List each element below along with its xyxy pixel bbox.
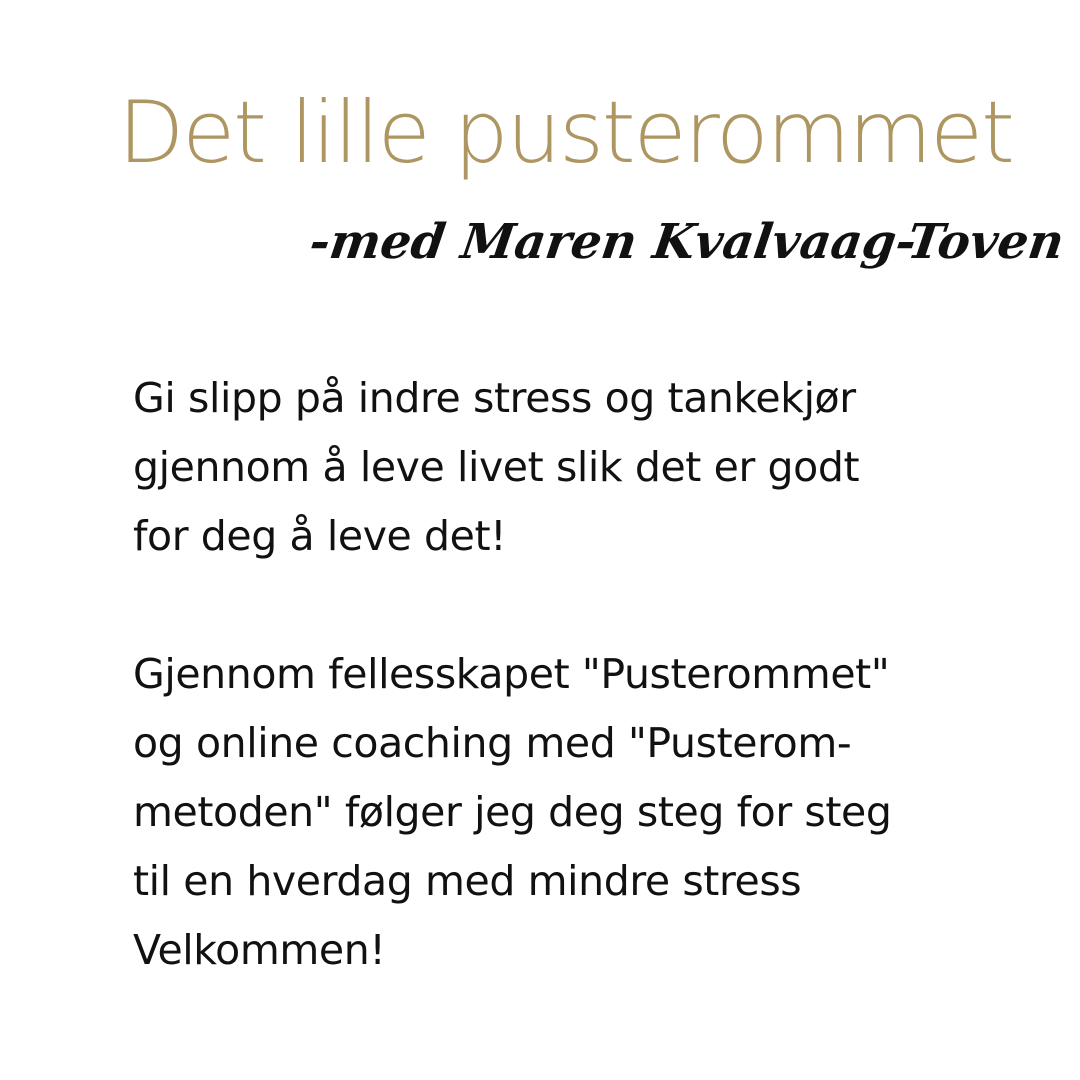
- intro-paragraph: Gi slipp på indre stress og tankekjør gjennom å leve livet slik det er godt for deg å leve det!: [133, 374, 860, 560]
- offer-paragraph: Gjennom fellesskapet "Pusterommet" og online coaching med "Pusterom- metoden" følger jeg deg steg for steg til en hverdag med mindre stress Velkommen!: [133, 650, 892, 974]
- author-byline: -med Maren Kvalvaag-Toven: [306, 214, 1068, 270]
- description-block: [133, 364, 1013, 985]
- page-title: Det lille pusterommet: [118, 83, 1013, 183]
